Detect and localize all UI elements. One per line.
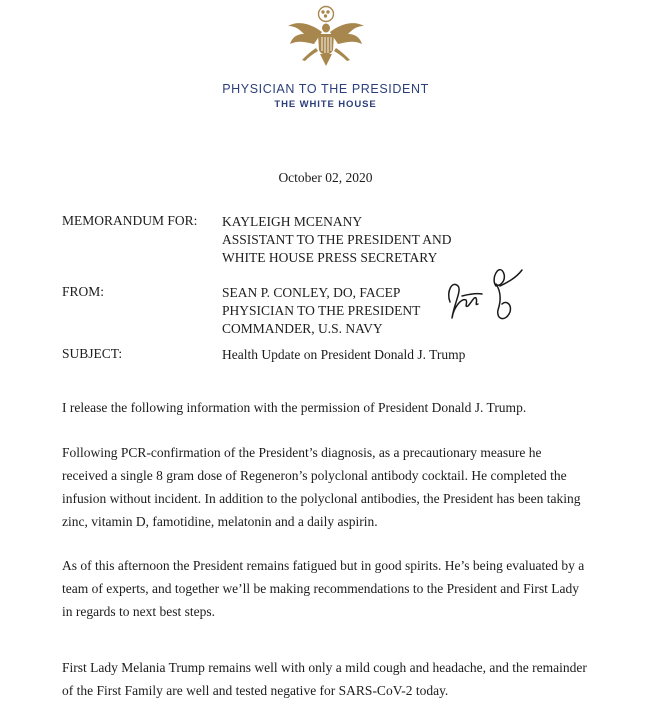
body-paragraph-1 (62, 396, 622, 419)
recipient-line: ASSISTANT TO THE PRESIDENT AND (222, 232, 452, 247)
sender-line: COMMANDER, U.S. NAVY (222, 321, 383, 336)
body-paragraph-2 (62, 441, 622, 533)
body-paragraph-4 (62, 656, 622, 702)
subject-text (222, 346, 465, 364)
recipient-line: WHITE HOUSE PRESS SECRETARY (222, 250, 438, 265)
sender-line: SEAN P. CONLEY, DO, FACEP (222, 285, 401, 300)
recipient-line: KAYLEIGH MCENANY (222, 214, 363, 229)
letterhead-title: PHYSICIAN TO THE PRESIDENT (222, 82, 429, 96)
memo-date: October 02, 2020 (278, 170, 373, 185)
subject-line: Health Update on President Donald J. Trump (222, 347, 466, 362)
memorandum-for-label: MEMORANDUM FOR: (62, 213, 198, 228)
paragraph-line: received a single 8 gram dose of Regeneron’s polyclonal antibody cocktail. He completed the (62, 468, 567, 483)
paragraph-line: team of experts, and together we’ll be making recommendations to the President and First Lady (62, 581, 579, 596)
paragraph-line: I release the following information with the permission of President Donald J. Trump. (62, 400, 527, 415)
from-sender (222, 284, 420, 338)
paragraph-line: in regards to next best steps. (62, 604, 215, 619)
handwritten-signature-icon (440, 256, 528, 330)
paragraph-line: First Lady Melania Trump remains well with only a mild cough and headache, and the remainder (62, 660, 587, 675)
paragraph-line: infusion without incident. In addition to the polyclonal antibodies, the President has been taking (62, 491, 581, 506)
paragraph-line: As of this afternoon the President remains fatigued but in good spirits. He’s being evaluated by a (62, 558, 585, 573)
letterhead-subtitle: THE WHITE HOUSE (274, 99, 377, 110)
subject-label: SUBJECT: (62, 346, 123, 361)
paragraph-line: Following PCR-confirmation of the President’s diagnosis, as a precautionary measure he (62, 445, 542, 460)
memorandum-for-recipient (222, 213, 451, 267)
from-label: FROM: (62, 284, 105, 299)
body-paragraph-3 (62, 554, 622, 623)
paragraph-line: of the First Family are well and tested negative for SARS-CoV-2 today. (62, 683, 449, 698)
sender-line: PHYSICIAN TO THE PRESIDENT (222, 303, 421, 318)
eagle-seal-icon (282, 4, 370, 68)
paragraph-line: zinc, vitamin D, famotidine, melatonin and a daily aspirin. (62, 514, 378, 529)
